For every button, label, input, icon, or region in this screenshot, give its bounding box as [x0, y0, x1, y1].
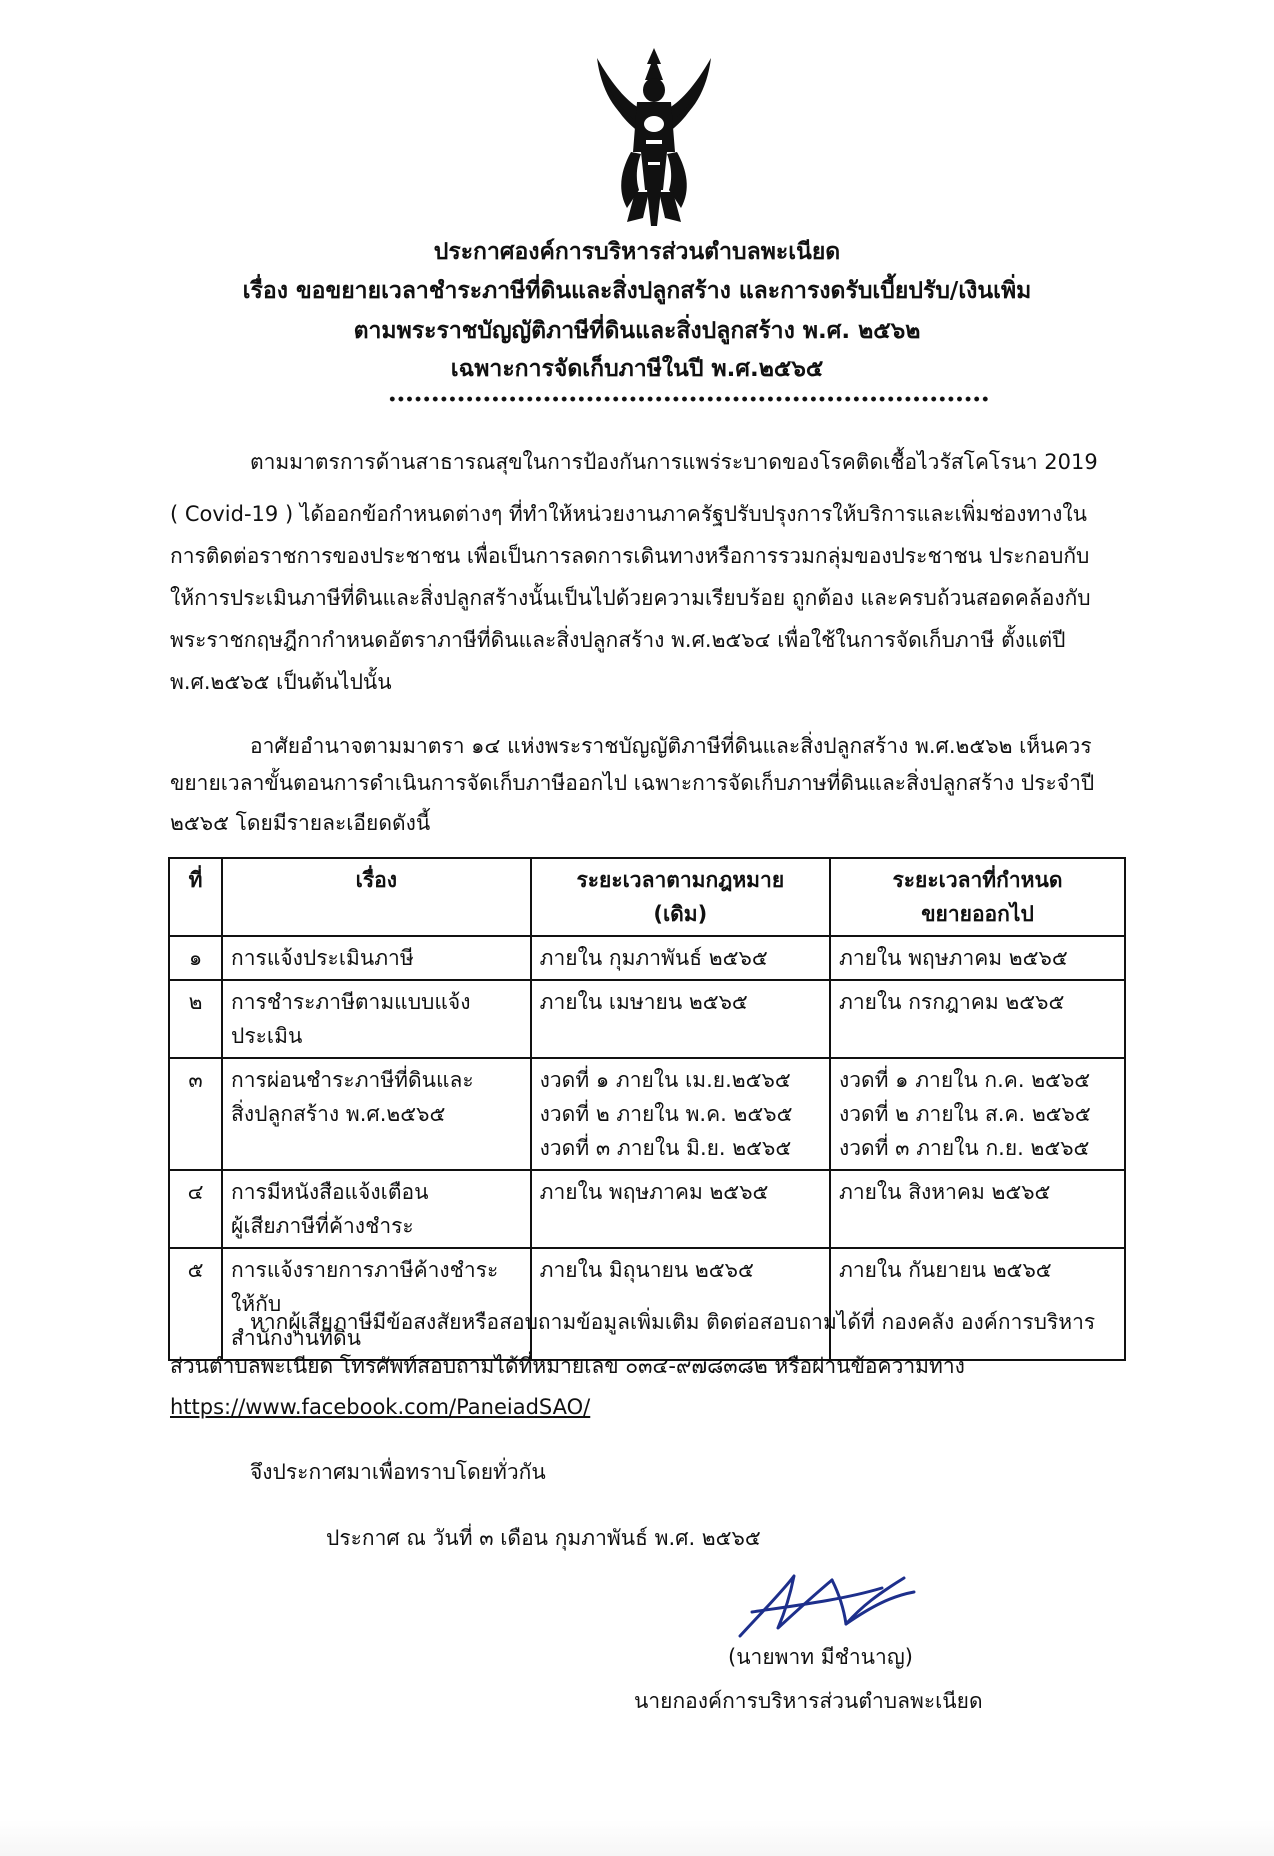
row-number: ๑ — [169, 936, 222, 980]
signatory-name: (นายพาท มีชำนาญ) — [728, 1645, 913, 1669]
contact-line: ส่วนตำบลพะเนียด โทรศัพท์สอบถามได้ที่หมายเลข ๐๓๔-๙๗๘๓๘๒ หรือผ่านข้อความทาง — [170, 1354, 965, 1378]
row-original-period — [531, 1170, 830, 1248]
announcement-title: ประกาศองค์การบริหารส่วนตำบลพะเนียด — [433, 239, 841, 265]
row-subject — [222, 1170, 531, 1248]
header-original-line2: (เดิม) — [653, 902, 708, 926]
row-number: ๕ — [169, 1248, 222, 1360]
row-original-period-line: งวดที่ ๑ ภายใน เม.ย.๒๕๖๕ — [539, 1068, 791, 1092]
row-subject-line: การผ่อนชำระภาษีที่ดินและ — [231, 1068, 474, 1092]
table-header-row — [169, 858, 1125, 936]
row-number: ๔ — [169, 1170, 222, 1248]
table-row — [169, 936, 1125, 980]
dotted-divider — [388, 393, 988, 405]
announcement-subject: เรื่อง ขอขยายเวลาชำระภาษีที่ดินและสิ่งปลูกสร้าง และการงดรับเบี้ยปรับ/เงินเพิ่ม — [242, 278, 1032, 304]
scan-edge — [0, 1820, 1274, 1856]
header-original-line1: ระยะเวลาตามกฎหมาย — [576, 868, 785, 892]
row-original-period — [531, 936, 830, 980]
row-subject-line: ผู้เสียภาษีที่ค้างชำระ — [231, 1214, 414, 1238]
row-original-period-line: ภายใน เมษายน ๒๕๖๕ — [539, 990, 748, 1014]
row-extended-period-line: งวดที่ ๑ ภายใน ก.ค. ๒๕๖๕ — [838, 1068, 1091, 1092]
table-row — [169, 1248, 1125, 1360]
contact-line: หากผู้เสียภาษีมีข้อสงสัยหรือสอบถามข้อมูลเพิ่มเติม ติดต่อสอบถามได้ที่ กองคลัง องค์การบริหาร — [250, 1310, 1096, 1334]
header-no: ที่ — [169, 858, 222, 936]
row-original-period-line: งวดที่ ๒ ภายใน พ.ค. ๒๕๖๕ — [539, 1102, 793, 1126]
header-subject: เรื่อง — [222, 858, 531, 936]
paragraph-line: พระราชกฤษฎีกากำหนดอัตราภาษีที่ดินและสิ่งปลูกสร้าง พ.ศ.๒๕๖๔ เพื่อใช้ในการจัดเก็บภาษี ตั้งแต่ปี — [170, 628, 1066, 652]
row-original-period-line: ภายใน มิถุนายน ๒๕๖๕ — [539, 1258, 754, 1282]
row-subject-line: การแจ้งรายการภาษีค้างชำระให้กับ — [231, 1258, 499, 1316]
row-extended-period-line: งวดที่ ๓ ภายใน ก.ย. ๒๕๖๕ — [838, 1136, 1090, 1160]
row-subject-line: การแจ้งประเมินภาษี — [231, 946, 414, 970]
paragraph-line: พ.ศ.๒๕๖๕ เป็นต้นไปนั้น — [170, 670, 392, 694]
row-subject-line: การชำระภาษีตามแบบแจ้งประเมิน — [231, 990, 471, 1048]
row-subject-line: สำนักงานที่ดิน — [231, 1326, 361, 1350]
table-row — [169, 1170, 1125, 1248]
paragraph-line: อาศัยอำนาจตามมาตรา ๑๔ แห่งพระราชบัญญัติภาษีที่ดินและสิ่งปลูกสร้าง พ.ศ.๒๕๖๒ เห็นควร — [250, 734, 1092, 758]
row-subject-line: สิ่งปลูกสร้าง พ.ศ.๒๕๖๕ — [231, 1102, 446, 1126]
signature-icon — [732, 1566, 922, 1642]
row-original-period — [531, 980, 830, 1058]
paragraph-line: ๒๕๖๕ โดยมีรายละเอียดดังนี้ — [170, 811, 431, 835]
row-subject — [222, 980, 531, 1058]
paragraph-line: การติดต่อราชการของประชาชน เพื่อเป็นการลดการเดินทางหรือการรวมกลุ่มของประชาชน ประกอบกับ — [170, 544, 1090, 568]
row-subject — [222, 1058, 531, 1170]
paragraph-line: ให้การประเมินภาษีที่ดินและสิ่งปลูกสร้างนั้นเป็นไปด้วยความเรียบร้อย ถูกต้อง และครบถ้วนสอดคล้องกับ — [170, 586, 1091, 610]
paragraph-line: ตามมาตรการด้านสาธารณสุขในการป้องกันการแพร่ระบาดของโรคติดเชื้อไวรัสโคโรนา 2019 — [250, 450, 1098, 474]
header-extended-line1: ระยะเวลาที่กำหนด — [892, 868, 1063, 892]
row-extended-period-line: ภายใน สิงหาคม ๒๕๖๕ — [838, 1180, 1051, 1204]
row-subject-line: การมีหนังสือแจ้งเตือน — [231, 1180, 429, 1204]
row-extended-period-line: ภายใน พฤษภาคม ๒๕๖๕ — [838, 946, 1068, 970]
header-original-period — [531, 858, 830, 936]
header-extended-period — [830, 858, 1125, 936]
row-extended-period-line: งวดที่ ๒ ภายใน ส.ค. ๒๕๖๕ — [838, 1102, 1091, 1126]
row-original-period-line: ภายใน กุมภาพันธ์ ๒๕๖๕ — [539, 946, 768, 970]
row-original-period — [531, 1058, 830, 1170]
row-extended-period-line: ภายใน กรกฎาคม ๒๕๖๕ — [838, 990, 1065, 1014]
row-subject — [222, 936, 531, 980]
row-extended-period — [830, 1248, 1125, 1360]
closing-text: จึงประกาศมาเพื่อทราบโดยทั่วกัน — [250, 1460, 546, 1484]
paragraph-line: ( Covid-19 ) ได้ออกข้อกำหนดต่างๆ ที่ทำให้หน่วยงานภาครัฐปรับปรุงการให้บริการและเพิ่มช่องทางใน — [170, 502, 1087, 526]
schedule-table — [168, 857, 1126, 1361]
facebook-link[interactable]: https://www.facebook.com/PaneiadSAO/ — [170, 1395, 591, 1419]
signatory-position: นายกองค์การบริหารส่วนตำบลพะเนียด — [634, 1689, 983, 1713]
row-original-period-line: ภายใน พฤษภาคม ๒๕๖๕ — [539, 1180, 769, 1204]
announcement-act: ตามพระราชบัญญัติภาษีที่ดินและสิ่งปลูกสร้าง พ.ศ. ๒๕๖๒ — [353, 318, 921, 344]
row-extended-period — [830, 1058, 1125, 1170]
garuda-emblem-icon — [591, 40, 717, 230]
row-extended-period — [830, 1170, 1125, 1248]
table-row — [169, 1058, 1125, 1170]
row-subject — [222, 1248, 531, 1360]
row-number: ๒ — [169, 980, 222, 1058]
announcement-scope: เฉพาะการจัดเก็บภาษีในปี พ.ศ.๒๕๖๕ — [450, 356, 824, 382]
row-number: ๓ — [169, 1058, 222, 1170]
header-extended-line2: ขยายออกไป — [921, 902, 1034, 926]
table-row — [169, 980, 1125, 1058]
announcement-date: ประกาศ ณ วันที่ ๓ เดือน กุมภาพันธ์ พ.ศ. ๒๕๖๕ — [326, 1526, 761, 1550]
row-original-period — [531, 1248, 830, 1360]
row-extended-period — [830, 980, 1125, 1058]
row-extended-period-line: ภายใน กันยายน ๒๕๖๕ — [838, 1258, 1052, 1282]
row-extended-period — [830, 936, 1125, 980]
row-original-period-line: งวดที่ ๓ ภายใน มิ.ย. ๒๕๖๕ — [539, 1136, 792, 1160]
table-body — [169, 936, 1125, 1360]
paragraph-line: ขยายเวลาขั้นตอนการดำเนินการจัดเก็บภาษีออกไป เฉพาะการจัดเก็บภาษที่ดินและสิ่งปลูกสร้าง ประจำปี — [170, 771, 1095, 795]
